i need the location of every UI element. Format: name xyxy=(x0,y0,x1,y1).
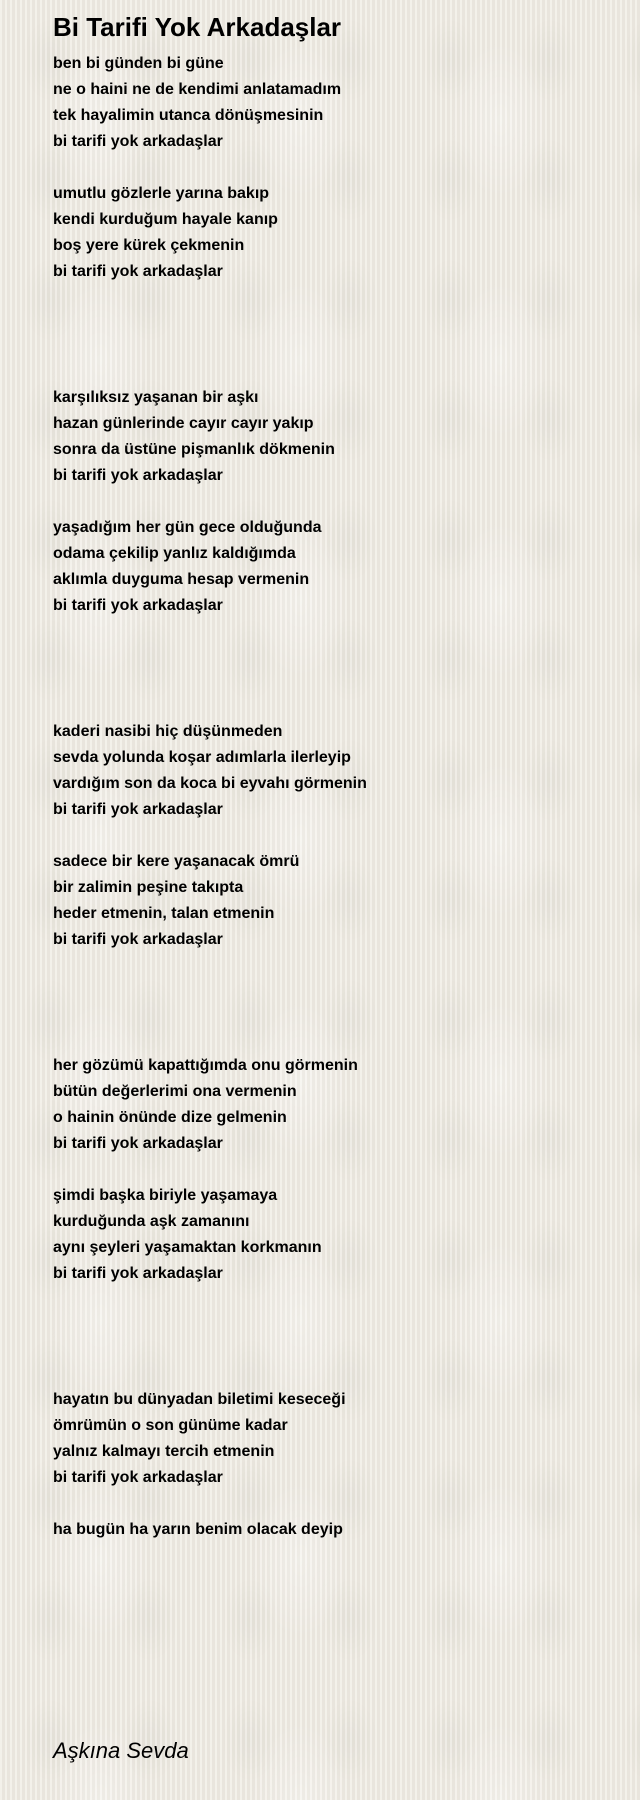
poem-line: odama çekilip yanlız kaldığımda xyxy=(53,545,296,562)
poem-line: kurduğunda aşk zamanını xyxy=(53,1213,250,1230)
poem-line: tek hayalimin utanca dönüşmesinin xyxy=(53,107,324,124)
poem-line: hayatın bu dünyadan biletimi keseceği xyxy=(53,1391,346,1408)
stanza-gap xyxy=(53,1491,367,1517)
stanza xyxy=(53,719,367,823)
poem-line: bi tarifi yok arkadaşlar xyxy=(53,467,223,484)
poem-line: yalnız kalmayı tercih etmenin xyxy=(53,1443,275,1460)
poem-line: bütün değerlerimi ona vermenin xyxy=(53,1083,297,1100)
poem-line: bi tarifi yok arkadaşlar xyxy=(53,1265,223,1282)
poem-line: o hainin önünde dize gelmenin xyxy=(53,1109,287,1126)
poem-body xyxy=(53,51,367,1543)
poem-line: sadece bir kere yaşanacak ömrü xyxy=(53,853,300,870)
poem-title: Bi Tarifi Yok Arkadaşlar xyxy=(53,12,342,42)
stanza-gap xyxy=(53,155,367,181)
poem-line: heder etmenin, talan etmenin xyxy=(53,905,275,922)
poem-line: ne o haini ne de kendimi anlatamadım xyxy=(53,81,342,98)
poem-line: şimdi başka biriyle yaşamaya xyxy=(53,1187,278,1204)
poem-line: yaşadığım her gün gece olduğunda xyxy=(53,519,322,536)
stanza xyxy=(53,385,367,489)
stanza xyxy=(53,1387,367,1491)
poem-author: Aşkına Sevda xyxy=(53,1738,189,1763)
poem-line: bi tarifi yok arkadaşlar xyxy=(53,801,223,818)
stanza xyxy=(53,1053,367,1157)
poem-line: sevda yolunda koşar adımlarla ilerleyip xyxy=(53,749,351,766)
stanza-gap xyxy=(53,823,367,849)
section-gap xyxy=(53,619,367,719)
stanza xyxy=(53,181,367,285)
stanza-gap xyxy=(53,1157,367,1183)
section-gap xyxy=(53,285,367,385)
section-gap xyxy=(53,1287,367,1387)
poem-line: aynı şeyleri yaşamaktan korkmanın xyxy=(53,1239,322,1256)
poem-line: hazan günlerinde cayır cayır yakıp xyxy=(53,415,314,432)
poem-line: umutlu gözlerle yarına bakıp xyxy=(53,185,270,202)
poem-line: bi tarifi yok arkadaşlar xyxy=(53,1135,223,1152)
stanza xyxy=(53,849,367,953)
poem-line: kaderi nasibi hiç düşünmeden xyxy=(53,723,283,740)
poem-line: ha bugün ha yarın benim olacak deyip xyxy=(53,1521,343,1538)
poem-line: bi tarifi yok arkadaşlar xyxy=(53,597,223,614)
poem-line: bi tarifi yok arkadaşlar xyxy=(53,133,223,150)
stanza xyxy=(53,1183,367,1287)
poem-line: aklımla duyguma hesap vermenin xyxy=(53,571,310,588)
poem-line: kendi kurduğum hayale kanıp xyxy=(53,211,278,228)
poem-line: bir zalimin peşine takıpta xyxy=(53,879,244,896)
section-gap xyxy=(53,953,367,1053)
poem-line: her gözümü kapattığımda onu görmenin xyxy=(53,1057,358,1074)
poem-line: ömrümün o son günüme kadar xyxy=(53,1417,288,1434)
stanza xyxy=(53,1517,367,1543)
poem-line: sonra da üstüne pişmanlık dökmenin xyxy=(53,441,335,458)
stanza xyxy=(53,51,367,155)
poem-line: bi tarifi yok arkadaşlar xyxy=(53,931,223,948)
poem-line: karşılıksız yaşanan bir aşkı xyxy=(53,389,259,406)
stanza-gap xyxy=(53,489,367,515)
poem-line: bi tarifi yok arkadaşlar xyxy=(53,1469,223,1486)
poem-line: ben bi günden bi güne xyxy=(53,55,224,72)
poem-line: bi tarifi yok arkadaşlar xyxy=(53,263,223,280)
poem-line: boş yere kürek çekmenin xyxy=(53,237,245,254)
stanza xyxy=(53,515,367,619)
poem-line: vardığım son da koca bi eyvahı görmenin xyxy=(53,775,367,792)
